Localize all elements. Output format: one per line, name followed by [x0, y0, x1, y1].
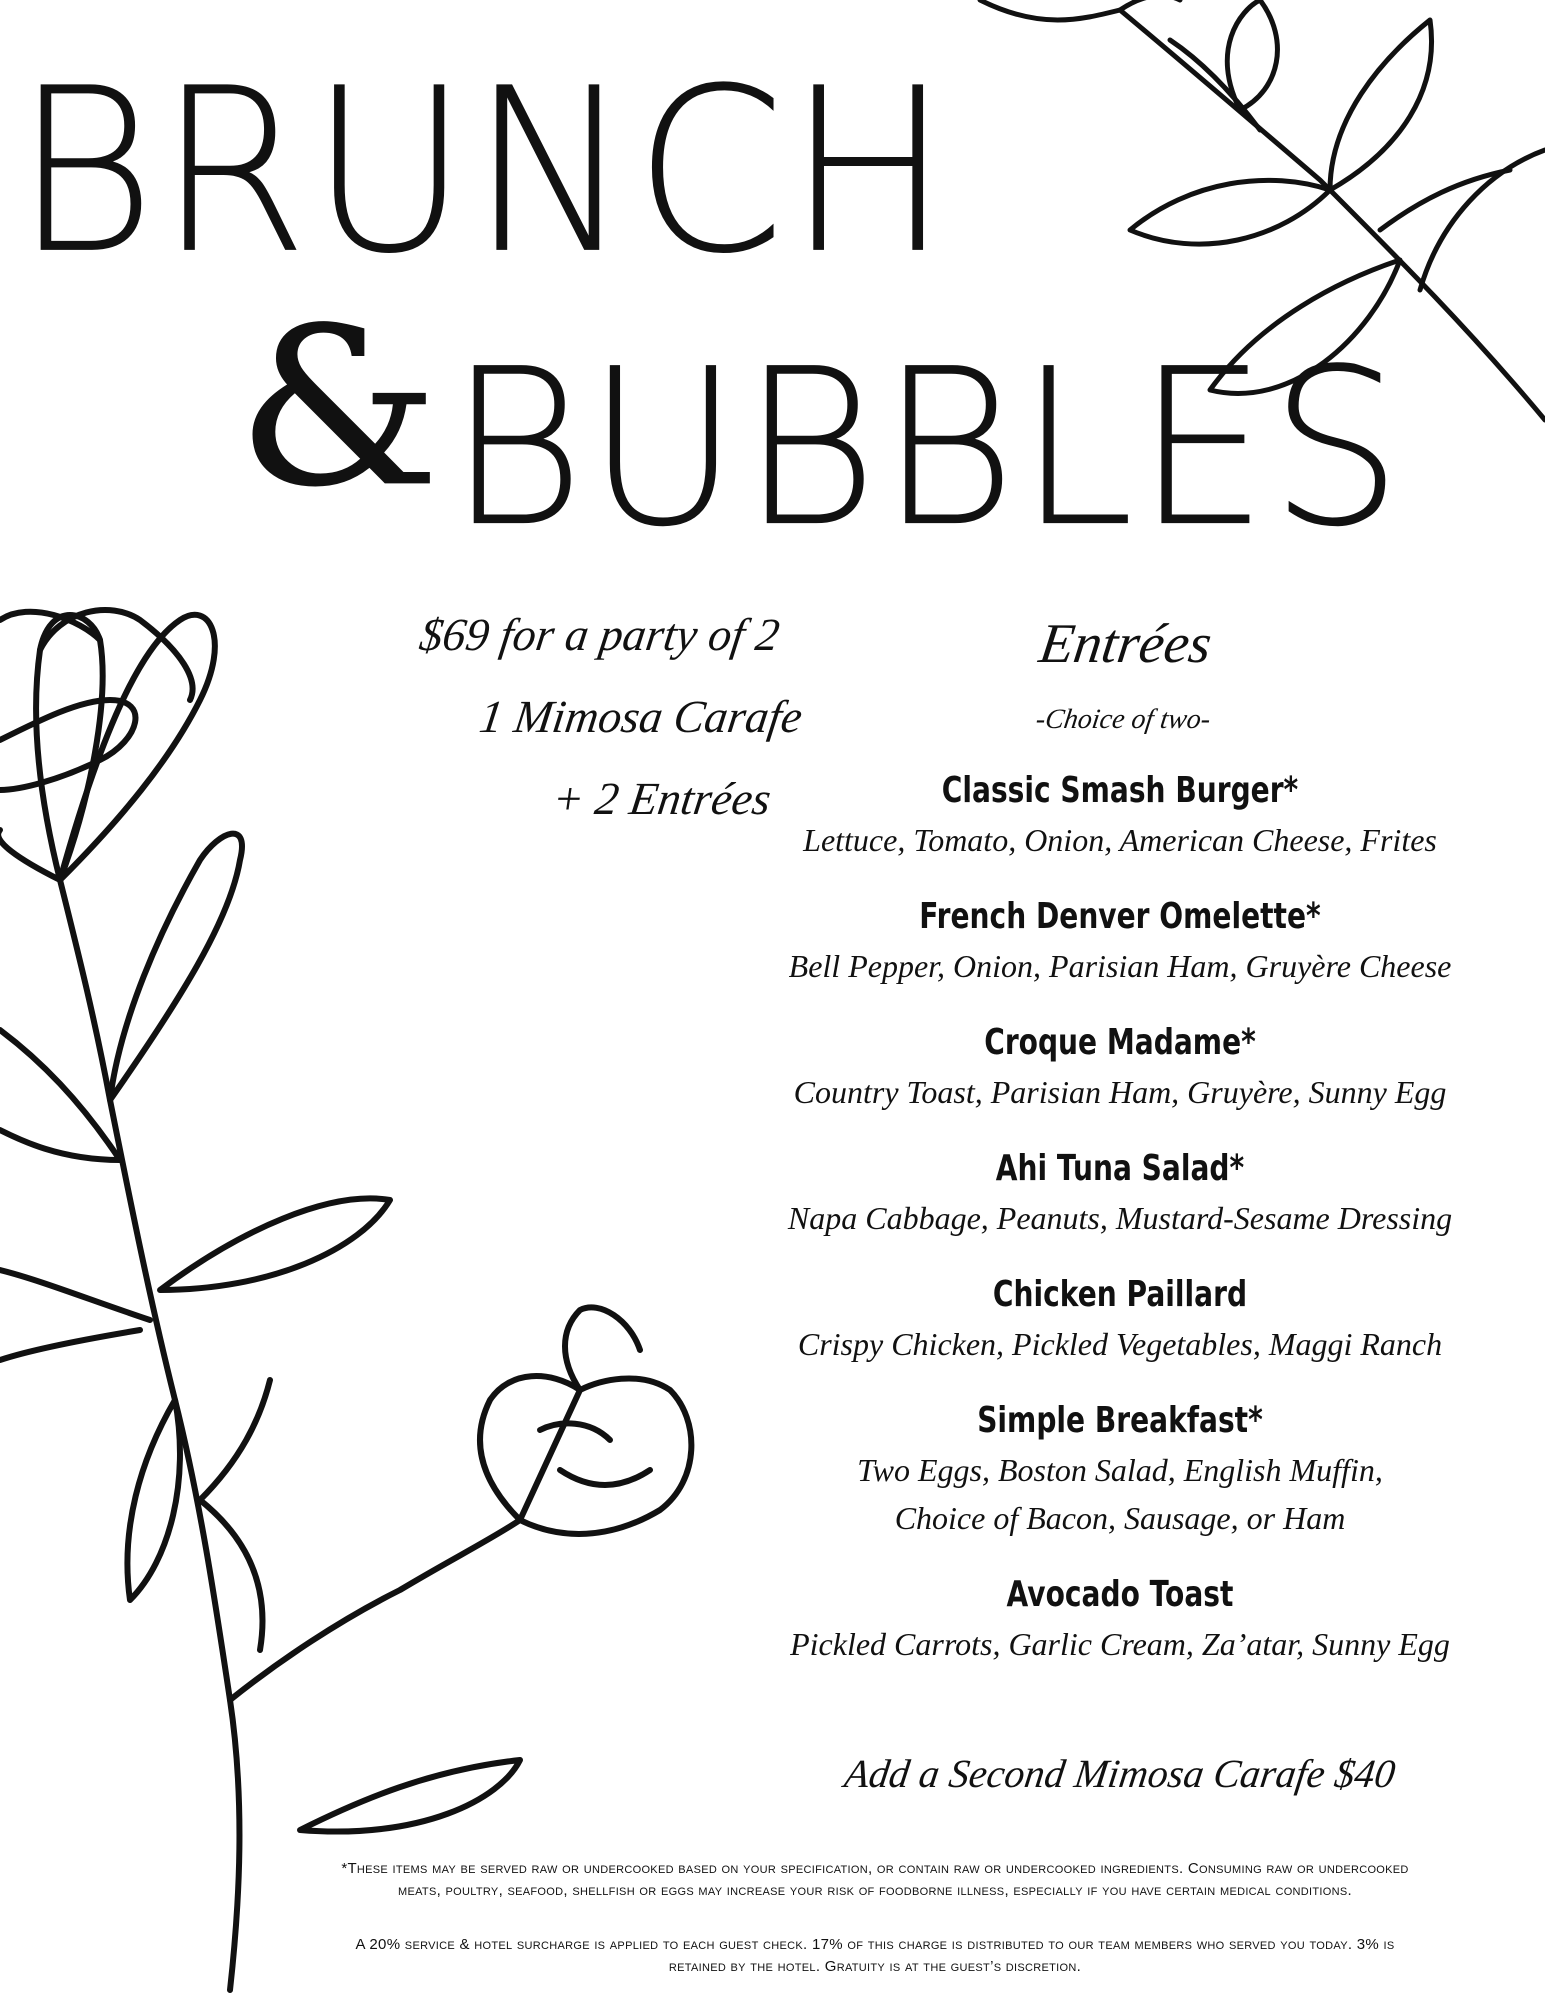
item-name: French Denver Omelette*	[919, 896, 1321, 937]
menu-item	[770, 1270, 1470, 1368]
raw-food-disclaimer: *These items may be served raw or undercooked based on your specification, or contain raw or undercooked ingredients. Consuming raw or undercooked meats, poultry, seafood, shellfish or eggs may increase your risk of foodborne illness, especially if you have certain medical conditions.	[341, 1860, 1409, 1899]
item-description-line2: Choice of Bacon, Sausage, or Ham	[894, 1500, 1346, 1536]
item-description: Two Eggs, Boston Salad, English Muffin,	[857, 1452, 1383, 1488]
item-name: Classic Smash Burger*	[941, 770, 1299, 811]
item-description: Napa Cabbage, Peanuts, Mustard-Sesame Dressing	[787, 1200, 1453, 1236]
offer-price: $69 for a party of 2	[416, 609, 783, 660]
menu-item	[770, 1144, 1470, 1242]
addon-offer: Add a Second Mimosa Carafe $40	[841, 1751, 1399, 1796]
offer-entrees: + 2 Entrées	[549, 773, 775, 824]
menu-item	[770, 892, 1470, 990]
menu-item	[770, 766, 1470, 864]
item-description: Pickled Carrots, Garlic Cream, Za’atar, Sunny Egg	[790, 1626, 1450, 1662]
entree-list	[770, 760, 1470, 1696]
title-bubbles: BUBBLES	[448, 322, 1404, 575]
title-brunch: BRUNCH	[14, 39, 952, 304]
item-description: Bell Pepper, Onion, Parisian Ham, Gruyère Cheese	[788, 948, 1452, 984]
item-name: Ahi Tuna Salad*	[995, 1148, 1245, 1189]
item-name: Simple Breakfast*	[977, 1400, 1263, 1441]
item-name: Croque Madame*	[984, 1022, 1256, 1063]
item-description: Lettuce, Tomato, Onion, American Cheese, Frites	[803, 822, 1437, 858]
surcharge-disclaimer: A 20% service & hotel surcharge is applied to each guest check. 17% of this charge is distributed to our team members who served you today. 3% is retained by the hotel. Gratuity is at the guest’s discretion.	[355, 1936, 1395, 1975]
item-name: Chicken Paillard	[992, 1274, 1248, 1315]
item-description: Crispy Chicken, Pickled Vegetables, Maggi Ranch	[797, 1326, 1443, 1362]
entrees-subheading: -Choice of two-	[1033, 704, 1213, 735]
menu-item	[770, 1018, 1470, 1116]
entrees-heading: Entrées	[1035, 613, 1216, 675]
item-description: Country Toast, Parisian Ham, Gruyère, Sunny Egg	[793, 1074, 1447, 1110]
item-name: Avocado Toast	[1006, 1574, 1234, 1615]
menu-item	[770, 1396, 1470, 1542]
menu-item	[770, 1570, 1470, 1668]
title-ampersand: &	[236, 281, 443, 536]
offer-carafe: 1 Mimosa Carafe	[476, 691, 806, 742]
